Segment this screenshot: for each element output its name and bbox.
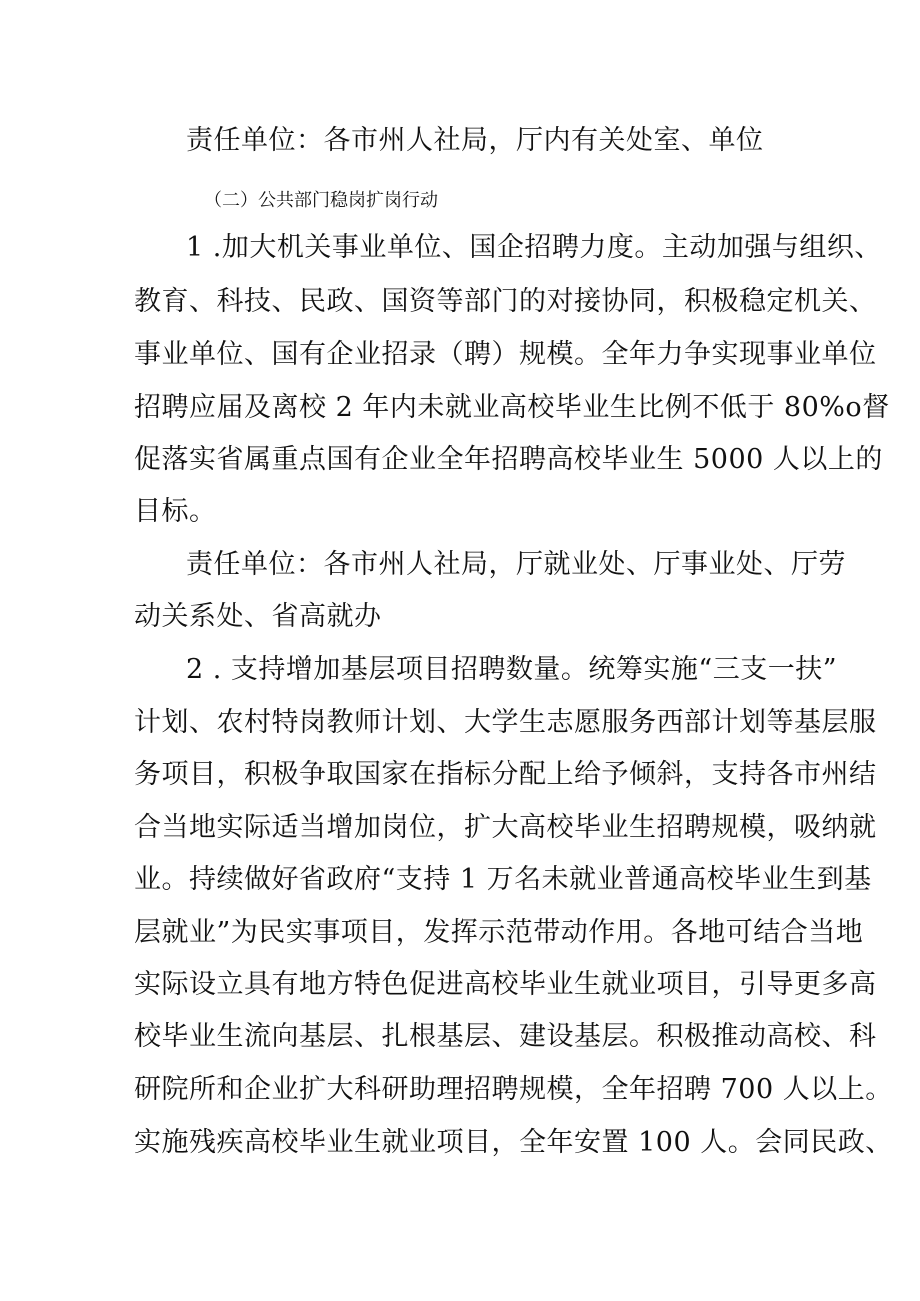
paragraph-line: 层就业”为民实事项目，发挥示范带动作用。各地可结合当地 (134, 917, 864, 948)
paragraph-line: 促落实省属重点国有企业全年招聘高校毕业生 5000 人以上的 (134, 444, 883, 475)
responsibility-line: 动关系处、省高就办 (134, 601, 382, 632)
paragraph-line: 业。持续做好省政府“支持 1 万名未就业普通高校毕业生到基 (134, 864, 872, 895)
paragraph-line: 务项目，积极争取国家在指标分配上给予倾斜，支持各市州结 (134, 759, 877, 790)
paragraph-line: 1 .加大机关事业单位、国企招聘力度。主动加强与组织、 (186, 232, 882, 263)
responsibility-line: 责任单位：各市州人社局，厅内有关处室、单位 (186, 125, 764, 156)
paragraph-line: 研院所和企业扩大科研助理招聘规模，全年招聘 700 人以上。 (134, 1074, 893, 1105)
paragraph-line: 计划、农村特岗教师计划、大学生志愿服务西部计划等基层服 (134, 707, 877, 738)
paragraph-line: 目标。 (134, 496, 217, 527)
paragraph-line: 校毕业生流向基层、扎根基层、建设基层。积极推动高校、科 (134, 1021, 877, 1052)
section-heading: （二）公共部门稳岗扩岗行动 (204, 190, 438, 211)
paragraph-line: 实施残疾高校毕业生就业项目，全年安置 100 人。会同民政、 (134, 1127, 893, 1158)
paragraph-line: 2 . 支持增加基层项目招聘数量。统筹实施“三支一扶” (186, 654, 838, 685)
paragraph-line: 事业单位、国有企业招录（聘）规模。全年力争实现事业单位 (134, 339, 877, 370)
paragraph-line: 实际设立具有地方特色促进高校毕业生就业项目，引导更多高 (134, 969, 877, 1000)
paragraph-line: 合当地实际适当增加岗位，扩大高校毕业生招聘规模，吸纳就 (134, 812, 877, 843)
paragraph-line: 招聘应届及离校 2 年内未就业高校毕业生比例不低于 80%o督 (134, 392, 890, 423)
paragraph-line: 教育、科技、民政、国资等部门的对接协同，积极稳定机关、 (134, 286, 877, 317)
responsibility-line: 责任单位：各市州人社局，厅就业处、厅事业处、厅劳 (186, 549, 846, 580)
